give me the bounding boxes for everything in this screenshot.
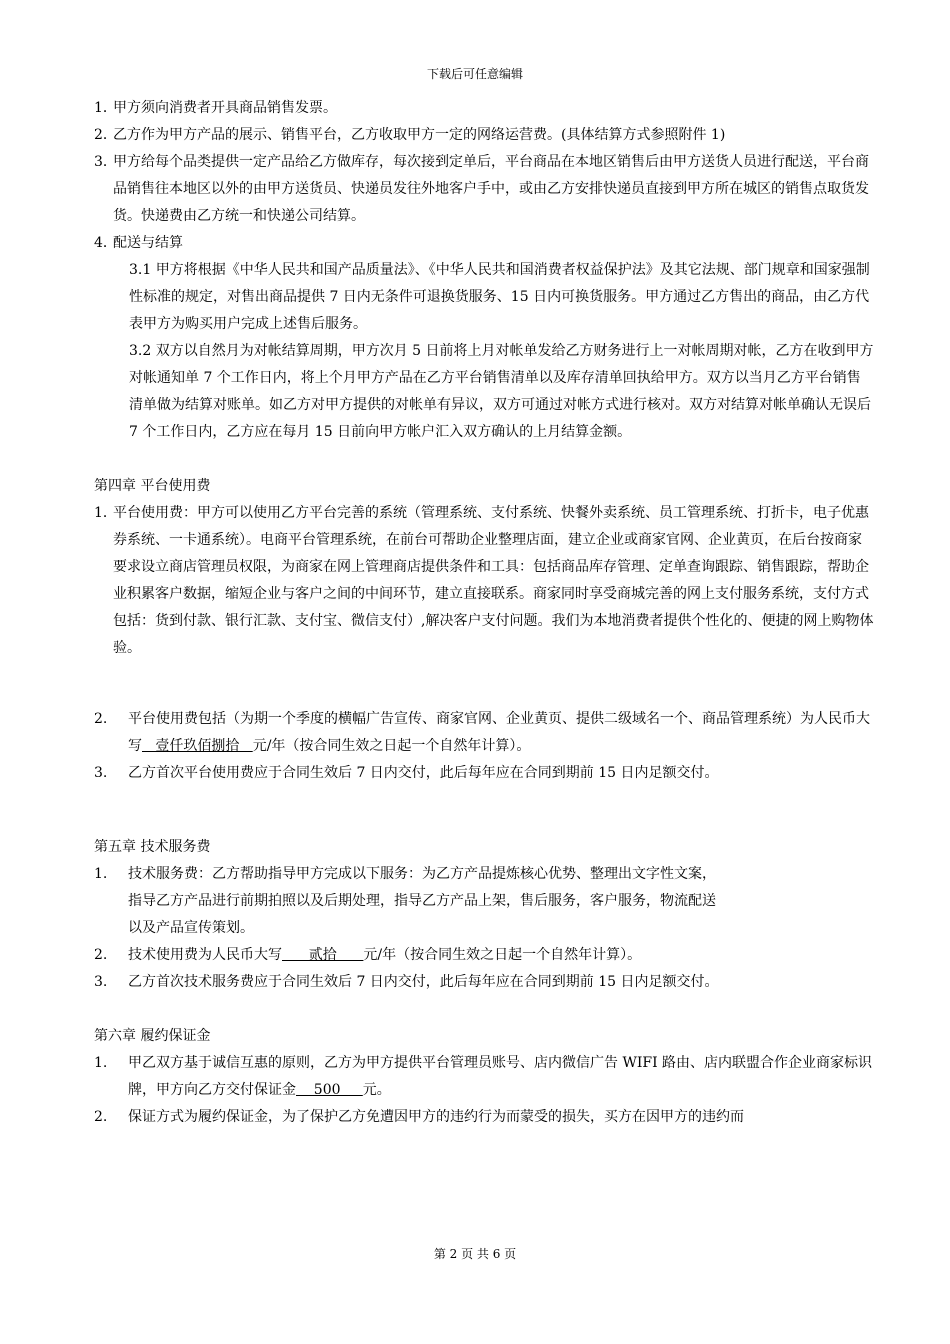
item-text: 甲方给每个品类提供一定产品给乙方做库存，每次接到定单后，平台商品在本地区销售后由甲方送货人员进行配送，平台商品销售往本地区以外的由甲方送货员、快递员发往外地客户手中，或由乙方安排快递员直接到甲方所在城区的销售点取货发货。快递费由乙方统一和快递公司结算。 (113, 154, 869, 224)
chapter-title: 第四章 平台使用费 (94, 478, 211, 494)
item-text: 保证方式为履约保证金，为了保护乙方免遭因甲方的违约行为而蒙受的损失，买方在因甲方的违约而 (128, 1109, 744, 1125)
item-text (128, 706, 874, 760)
item-text: 乙方首次平台使用费应于合同生效后 7 日内交付，此后每年应在合同到期前 15 日内足额交付。 (128, 765, 719, 781)
item-number: 2. (94, 947, 108, 963)
list-item (94, 760, 874, 787)
item-text: 乙方首次技术服务费应于合同生效后 7 日内交付，此后每年应在合同到期前 15 日内足额交付。 (128, 974, 719, 990)
list-item (94, 1104, 874, 1131)
item-text-part: 平台使用费包括（为期一个季度的横幅广告宣传、商家官网、企业黄页、提供二级域名一个、商品管理系统）为人民币大写 (128, 711, 870, 754)
item-text-part: 技术使用费为人民币大写 (128, 947, 282, 963)
document-body (94, 95, 874, 1131)
item-number: 2. (94, 1109, 108, 1125)
item-number: 3. (94, 765, 108, 781)
chapter-title: 第六章 履约保证金 (94, 1028, 211, 1044)
page-footer: 第 2 页 共 6 页 (433, 1247, 517, 1261)
item-number: 1. (94, 866, 108, 882)
list-item (94, 95, 874, 122)
item-text-part: 元/年（按合同生效之日起一个自然年计算）。 (363, 947, 642, 963)
amount-blank: 贰拾 (282, 947, 364, 963)
item-line: 技术服务费：乙方帮助指导甲方完成以下服务：为乙方产品提炼核心优势、整理出文字性文案， (128, 866, 716, 882)
item-number: 1． (94, 505, 117, 521)
item-text (128, 1050, 874, 1104)
list-item (94, 1050, 874, 1104)
item-line: 指导乙方产品进行前期拍照以及后期处理，指导乙方产品上架，售后服务，客户服务，物流配送 (128, 893, 716, 909)
item-text: 平台使用费：甲方可以使用乙方平台完善的系统（管理系统、支付系统、快餐外卖系统、员工管理系统、打折卡，电子优惠券系统、一卡通系统）。电商平台管理系统，在前台可帮助企业整理店面，建立企业或商家官网、企业黄页，在后台按商家要求设立商店管理员权限，为商家在网上管理商店提供条件和工具：包括商品库存管理、定单查询跟踪、销售跟踪，帮助企业积累客户数据，缩短企业与客户之间的中间环节，建立直接联系。商家同时享受商城完善的网上支付服务系统，支付方式包括：货到付款、银行汇款、支付宝、微信支付）,解决客户支付问题。我们为本地消费者提供个性化的、便捷的网上购物体验。 (113, 505, 874, 656)
item-number: 3． (94, 154, 117, 170)
list-item (94, 969, 874, 996)
list-item (94, 230, 874, 257)
item-text (128, 861, 874, 942)
list-item (94, 861, 874, 942)
item-number: 2． (94, 127, 117, 143)
list-item (94, 122, 874, 149)
item-text: 配送与结算 (113, 235, 183, 251)
amount-blank: 壹仟玖佰捌拾 (142, 738, 253, 754)
item-text-part: 元。 (362, 1082, 391, 1098)
item-number: 1． (94, 100, 117, 116)
list-item (94, 706, 874, 760)
item-text: 甲方须向消费者开具商品销售发票。 (113, 100, 337, 116)
chapter-title: 第五章 技术服务费 (94, 839, 211, 855)
item-number: 3. (94, 974, 108, 990)
list-item (94, 149, 874, 230)
list-item (94, 500, 874, 662)
item-line: 以及产品宣传策划。 (128, 920, 254, 936)
item-number: 2. (94, 711, 108, 727)
page-header: 下载后可任意编辑 (426, 67, 523, 81)
item-text-part: 甲乙双方基于诚信互惠的原则，乙方为甲方提供平台管理员账号、店内微信广告 WIFI 路由、店内联盟合作企业商家标识牌，甲方向乙方交付保证金 (128, 1055, 873, 1098)
sub-clause-3-1: 3.1 甲方将根据《中华人民共和国产品质量法》、《中华人民共和国消费者权益保护法》及其它法规、部门规章和国家强制性标准的规定，对售出商品提供 7 日内无条件可退换货服务、15 日内可换货服务。甲方通过乙方售出的商品，由乙方代表甲方为购买用户完成上述售后服务。 (129, 262, 870, 332)
item-text (128, 942, 874, 969)
sub-clause-3-2: 3.2 双方以自然月为对帐结算周期，甲方次月 5 日前将上月对帐单发给乙方财务进行上一对帐周期对帐，乙方在收到甲方对帐通知单 7 个工作日内，将上个月甲方产品在乙方平台销售清单以及库存清单回执给甲方。双方以当月乙方平台销售清单做为结算对账单。如乙方对甲方提供的对帐单有异议，双方可通过对帐方式进行核对。双方对结算对帐单确认无误后 7 个工作日内，乙方应在每月 15 日前向甲方帐户汇入双方确认的上月结算金额。 (129, 343, 874, 440)
item-number: 1. (94, 1055, 108, 1071)
amount-blank: 500 (296, 1082, 363, 1098)
item-text: 乙方作为甲方产品的展示、销售平台，乙方收取甲方一定的网络运营费。(具体结算方式参照附件 1) (113, 127, 726, 143)
item-number: 4． (94, 235, 117, 251)
list-item (94, 942, 874, 969)
item-text-part: 元/年（按合同生效之日起一个自然年计算）。 (252, 738, 531, 754)
